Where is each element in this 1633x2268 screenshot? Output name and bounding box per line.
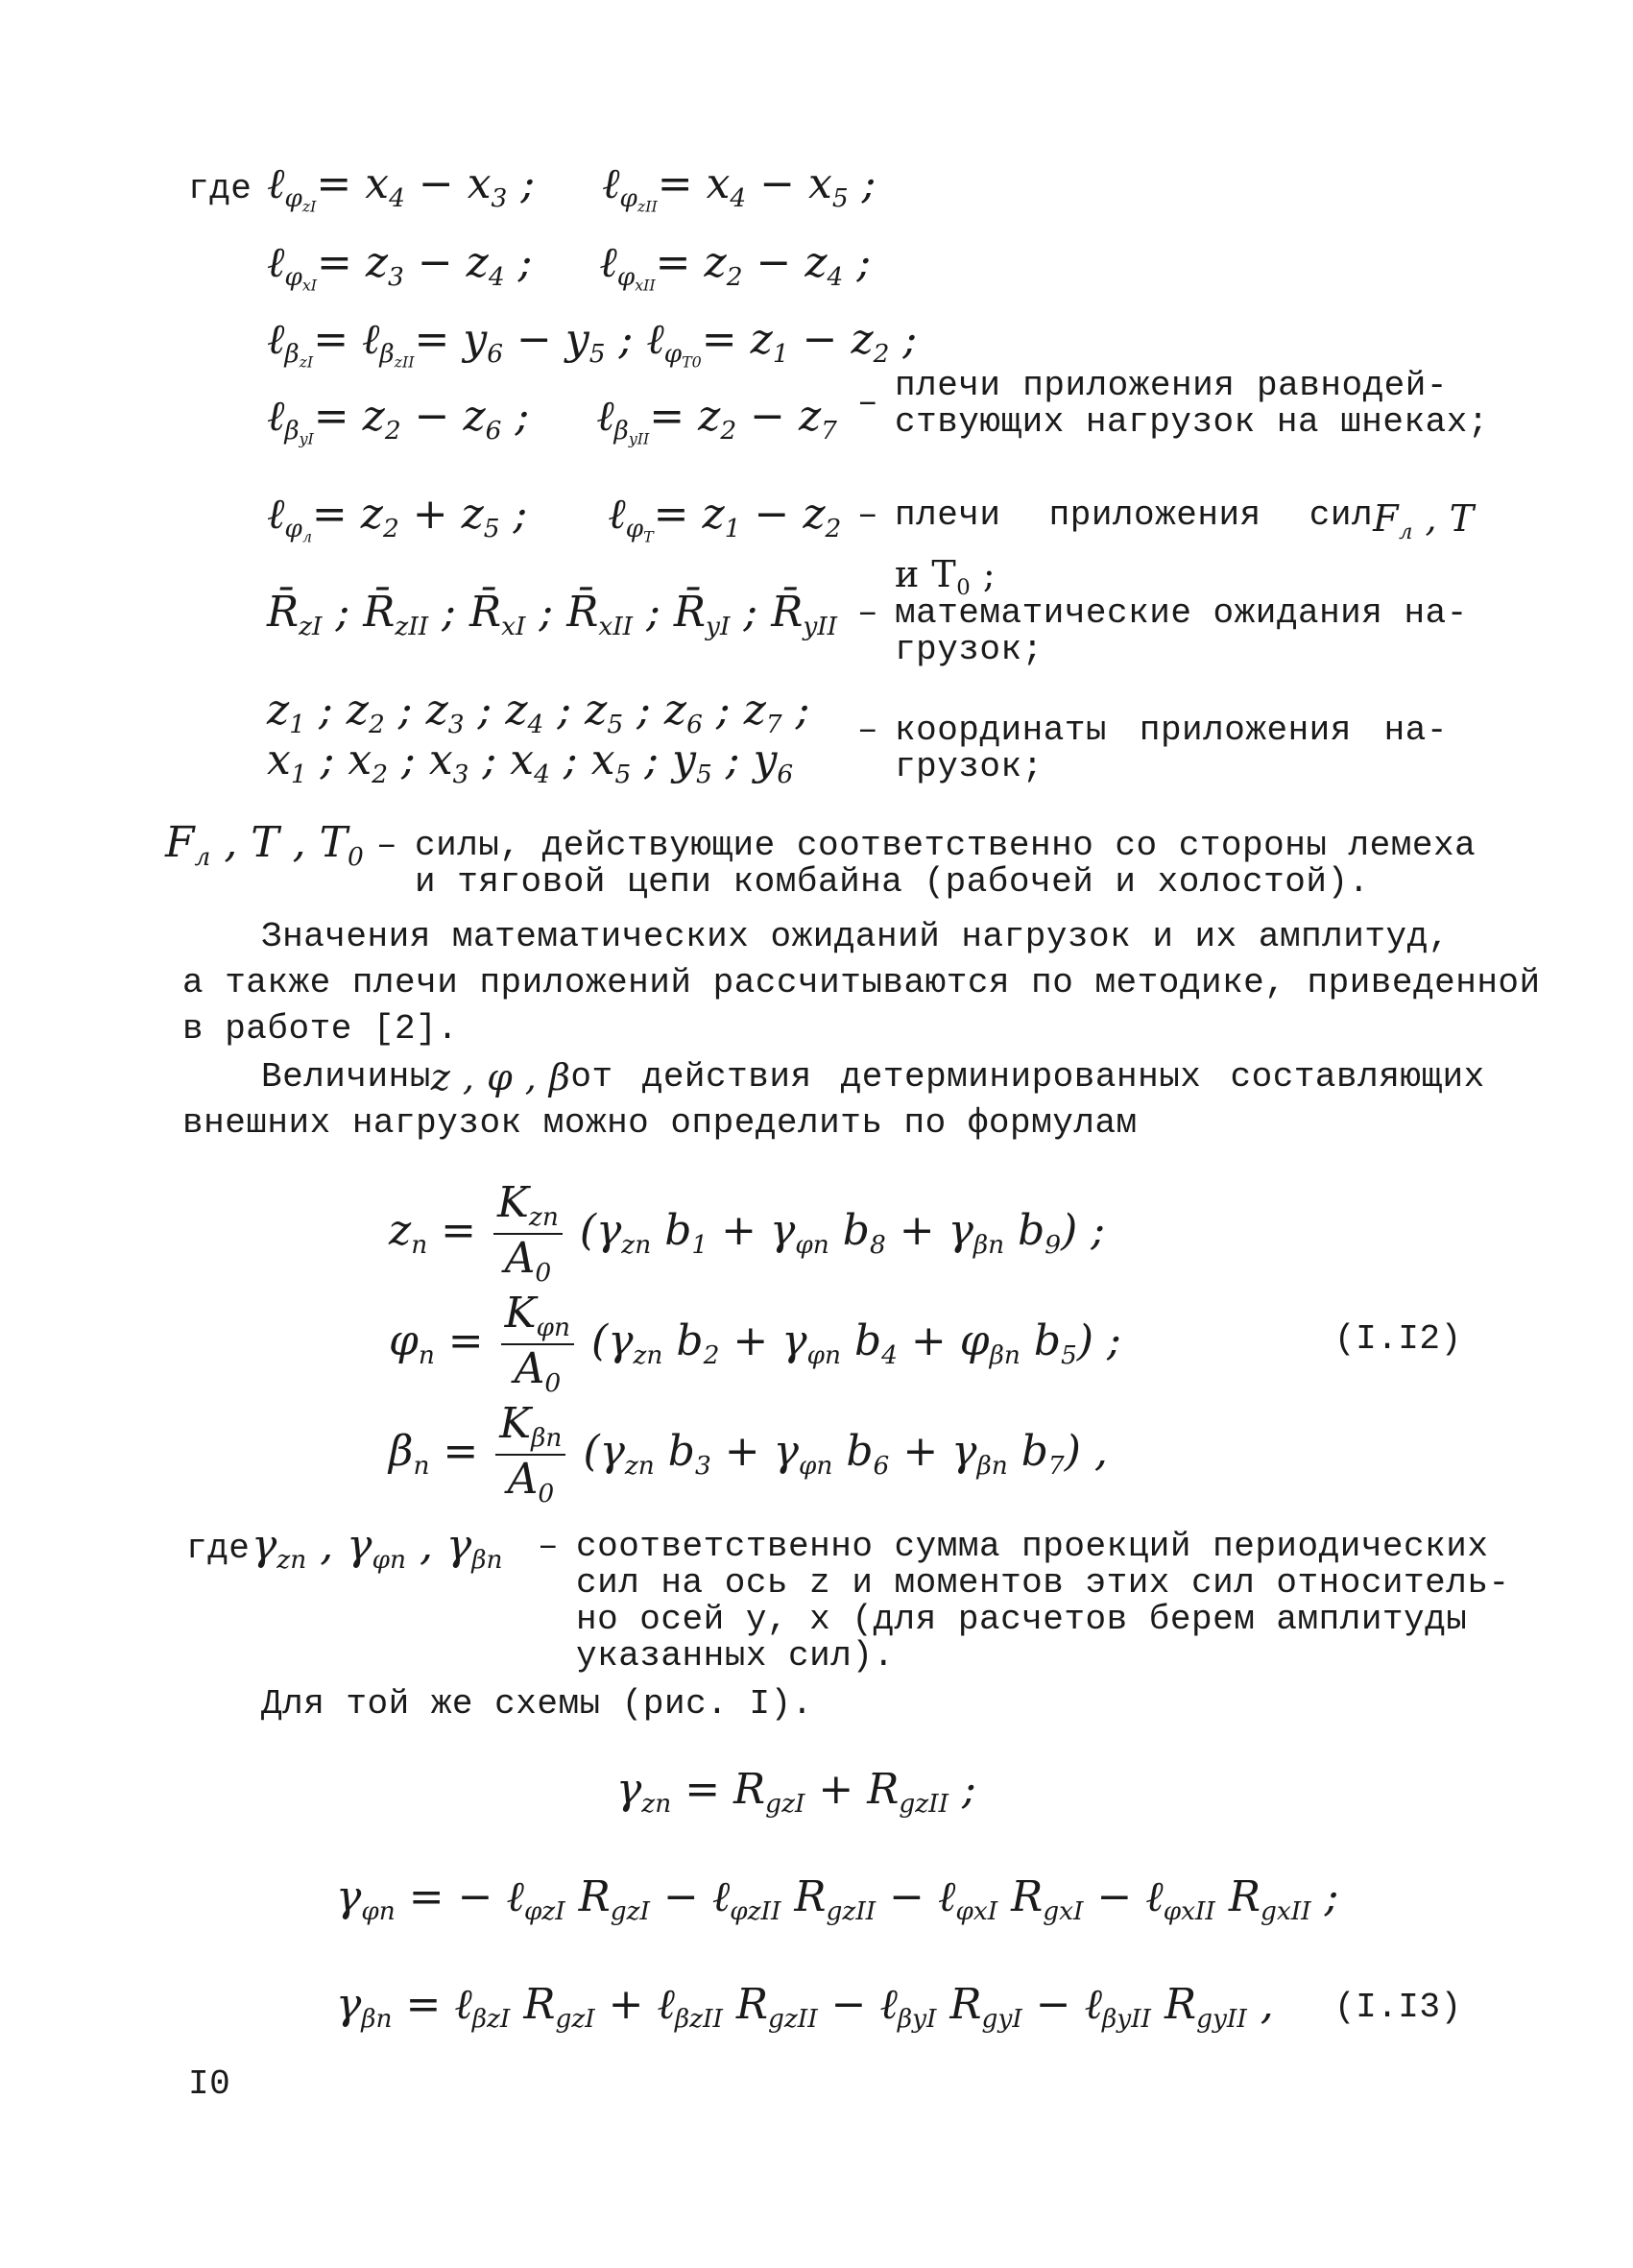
paragraph-2-line-1	[261, 1056, 1485, 1098]
desc-coordinates-line-1: координаты приложения на-	[895, 711, 1448, 750]
load-expectations-line: $R̄_{zI}$ ; $R̄_{zII}$ ; $R̄_{xI}$ ; $R̄_{xII}$ ; $R̄_{yI}$ ; $R̄_{yII}$	[267, 588, 838, 642]
desc-coordinates	[895, 712, 1448, 785]
desc-expectations-line-2: грузок;	[895, 630, 1044, 669]
desc-coordinates-line-2: грузок;	[895, 747, 1044, 786]
forces-description-line-1: силы, действующие соответственно со стороны лемеха	[415, 826, 1477, 865]
coordinates-line-1: $z_1$ ; $z_2$ ; $z_3$ ; $z_4$ ; $z_5$ ; $z_6$ ; $z_7$ ;	[267, 686, 810, 740]
formula-12-rhs-z: ($\gamma_{zn}$ $b_1 + \gamma_{\varphi n}$ $b_8 + \gamma_{\beta n}$ $b_9$) ;	[579, 1206, 1106, 1261]
paragraph-2-line-2: внешних нагрузок можно определить по формулам	[182, 1103, 1138, 1143]
formula-12-lhs-phi: $\varphi_n$ =	[389, 1316, 484, 1371]
gamma-description	[576, 1527, 1510, 1676]
arm-equation-line-4: ℓ$_{\beta_{yI}}$= $z_2 - z_6$ ; ℓ$_{\beta_{yII}}$= $z_2 - z_7$	[267, 392, 837, 448]
paragraph-2-tail: от действия детерминированных составляющих	[570, 1057, 1485, 1097]
formula-13-line-2: $\gamma_{\varphi n}$ = − ℓ$_{\varphi zI}$ $R_{gzI}$ − ℓ$_{\varphi zII}$ $R_{gzII}$ − ℓ$_{\varphi xI}$ $R_{gxI}$ − ℓ$_{\varphi xII}$ $R_{gxII}$ ;	[336, 1872, 1339, 1927]
arm-equation-line-3: ℓ$_{\beta_{zI}}$= ℓ$_{\beta_{zII}}$= $y_6 - y_5$ ; ℓ$_{\varphi_{T0}}$= $z_1 - z_2$ ;	[267, 315, 918, 372]
formula-12-row-beta	[389, 1399, 1108, 1509]
gamma-dash: –	[538, 1527, 560, 1566]
desc-arms-forces	[895, 495, 1475, 609]
forces-description	[415, 826, 1477, 902]
page-number: I0	[188, 2064, 231, 2104]
forces-symbols: $F_л$ , T , $T_0$	[165, 818, 364, 873]
where-label: где	[188, 169, 252, 208]
paragraph-2-word-values: Величины	[261, 1057, 431, 1097]
gamma-description-line-4: указанных сил).	[576, 1636, 895, 1676]
formula-12-number: (I.I2)	[1334, 1319, 1462, 1359]
desc-arms-screws	[895, 366, 1489, 442]
formula-13-line-3: $\gamma_{\beta n}$ = ℓ$_{\beta zI}$ $R_{gzI}$ + ℓ$_{\beta zII}$ $R_{gzII}$ − ℓ$_{\beta yI}$ $R_{gyI}$ − ℓ$_{\beta yII}$ $R_{gyII}$ ,	[336, 1980, 1274, 2035]
formula-12-rhs-beta: ($\gamma_{zn}$ $b_3 + \gamma_{\varphi n}$ $b_6 + \gamma_{\beta n}$ $b_7$) ,	[583, 1427, 1108, 1482]
desc-arms-forces-symbols: $F_л$ , T	[1373, 497, 1475, 544]
desc-dash-2: –	[857, 495, 879, 535]
desc-expectations-line-1: математические ожидания на-	[895, 593, 1468, 633]
formula-12-fraction-beta: $\frac{K_{\beta n}}{A_0}$	[495, 1402, 565, 1508]
desc-dash-1: –	[857, 383, 879, 422]
arm-equation-line-5: ℓ$_{\varphi_л}$= $z_2 + z_5$ ; ℓ$_{\varphi_T}$= $z_1 - z_2$	[267, 490, 842, 546]
forces-dash: –	[376, 826, 398, 865]
formula-12-lhs-z: $z_n$ =	[389, 1206, 477, 1261]
formula-13-line-1: $\gamma_{zn} = R_{gzI} + R_{gzII}$ ;	[616, 1765, 976, 1820]
gamma-description-line-3: но осей y, x (для расчетов берем амплитуды	[576, 1600, 1468, 1639]
desc-dash-3: –	[857, 593, 879, 633]
paragraph-1-line-2: а также плечи приложений рассчитываются по методике, приведенной	[182, 963, 1541, 1002]
arm-equation-line-1: ℓ$_{\varphi_{zI}}$= $x_4 - x_3$ ; ℓ$_{\varphi_{zII}}$= $x_4 - x_5$ ;	[267, 159, 877, 216]
formula-12-row-z	[389, 1178, 1106, 1289]
paragraph-1-line-1: Значения математических ожиданий нагрузок и их амплитуд,	[261, 917, 1450, 956]
gamma-where-label: где	[186, 1529, 251, 1568]
coordinates-line-2: $x_1$ ; $x_2$ ; $x_3$ ; $x_4$ ; $x_5$ ; $y_5$ ; $y_6$	[267, 736, 794, 790]
formula-13-number: (I.I3)	[1334, 1988, 1462, 2027]
desc-arms-screws-line-2: ствующих нагрузок на шнеках;	[895, 402, 1489, 442]
paragraph-1-line-3: в работе [2].	[182, 1009, 459, 1049]
desc-arms-forces-line-1: плечи приложения сил	[895, 495, 1374, 535]
gamma-description-line-2: сил на ось z и моментов этих сил относитель-	[576, 1563, 1510, 1603]
gamma-symbols: $\gamma_{zn}$ , $\gamma_{\varphi n}$ , $\gamma_{\beta n}$	[252, 1521, 503, 1576]
desc-arms-screws-line-1: плечи приложения равнодей-	[895, 366, 1448, 405]
forces-description-line-2: и тяговой цепи комбайна (рабочей и холостой).	[415, 862, 1370, 902]
desc-arms-forces-line-2: и $T_0$ ;	[895, 552, 997, 600]
formula-12-fraction-phi: $\frac{K_{\varphi n}}{A_0}$	[501, 1291, 574, 1397]
formula-12-lhs-beta: $\beta_n$ =	[389, 1427, 479, 1482]
formula-12-row-phi	[389, 1291, 1121, 1397]
gamma-description-line-1: соответственно сумма проекций периодических	[576, 1527, 1489, 1566]
desc-dash-4: –	[857, 711, 879, 750]
scheme-reference: Для той же схемы (рис. I).	[261, 1684, 813, 1724]
formula-12-fraction-z: $\frac{K_{zn}}{A_0}$	[493, 1181, 563, 1287]
desc-expectations	[895, 593, 1468, 669]
arm-equation-line-2: ℓ$_{\varphi_{xI}}$= $z_3 - z_4$ ; ℓ$_{\varphi_{xII}}$= $z_2 - z_4$ ;	[267, 238, 872, 295]
formula-12-rhs-phi: ($\gamma_{zn}$ $b_2 + \gamma_{\varphi n}$ $b_4 + \varphi_{\beta n}$ $b_5$) ;	[591, 1316, 1121, 1371]
paragraph-2-vars: z , φ , β	[430, 1056, 571, 1098]
